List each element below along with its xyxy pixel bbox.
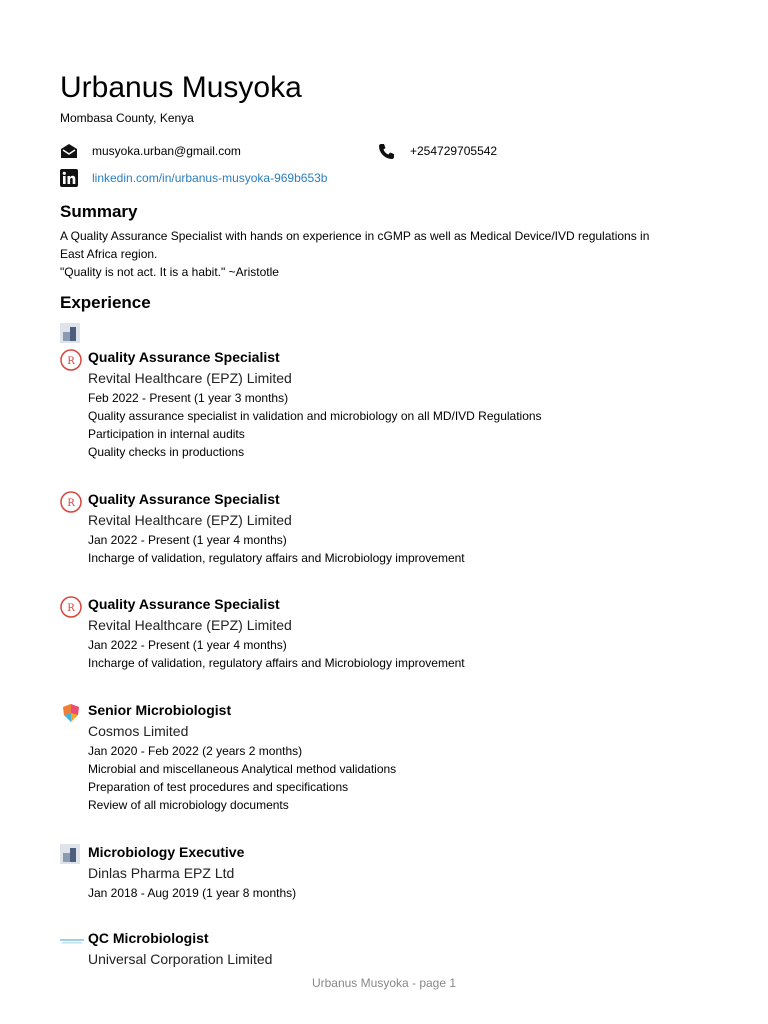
job-title: QC Microbiologist [88, 930, 209, 946]
job-title: Senior Microbiologist [88, 702, 232, 718]
job-detail: Quality checks in productions [88, 445, 245, 459]
revital-logo-icon [60, 596, 82, 618]
company-name: Revital Healthcare (EPZ) Limited [88, 370, 292, 386]
job-detail: Microbial and miscellaneous Analytical method validations [88, 762, 397, 776]
revital-logo-icon [60, 349, 82, 371]
svg-text:R: R [67, 356, 75, 367]
page-footer: Urbanus Musyoka - page 1 [311, 976, 457, 990]
phone-row [378, 142, 497, 160]
phone-number[interactable]: +254729705542 [410, 144, 498, 158]
job-title: Quality Assurance Specialist [88, 596, 280, 612]
revital-logo-icon [60, 491, 82, 513]
job-dates: Jan 2018 - Aug 2019 (1 year 8 months) [88, 886, 297, 900]
company-logo-placeholder-icon [60, 844, 82, 866]
job-detail: Incharge of validation, regulatory affairs and Microbiology improvement [88, 656, 465, 670]
svg-text:R: R [67, 603, 75, 614]
experience-heading: Experience [60, 293, 151, 312]
email-row [60, 142, 241, 160]
job-detail: Participation in internal audits [88, 427, 245, 441]
job-title: Quality Assurance Specialist [88, 491, 280, 507]
linkedin-icon [60, 169, 82, 187]
svg-text:R: R [67, 498, 75, 509]
job-dates: Jan 2020 - Feb 2022 (2 years 2 months) [88, 744, 303, 758]
candidate-name: Urbanus Musyoka [60, 71, 302, 104]
linkedin-link[interactable]: linkedin.com/in/urbanus-musyoka-969b653b [92, 171, 328, 185]
universal-logo-icon [60, 930, 82, 952]
job-title: Microbiology Executive [88, 844, 245, 860]
summary-line: A Quality Assurance Specialist with hands on experience in cGMP as well as Medical Device/IVD regulations in [60, 229, 650, 243]
company-name: Revital Healthcare (EPZ) Limited [88, 617, 292, 633]
email-address[interactable]: musyoka.urban@gmail.com [92, 144, 241, 158]
job-dates: Jan 2022 - Present (1 year 4 months) [88, 533, 287, 547]
summary-line: East Africa region. [60, 247, 158, 261]
envelope-open-icon [60, 142, 82, 160]
job-detail: Incharge of validation, regulatory affairs and Microbiology improvement [88, 551, 465, 565]
linkedin-row [60, 169, 327, 187]
cosmos-logo-icon [60, 702, 82, 724]
company-name: Dinlas Pharma EPZ Ltd [88, 865, 235, 881]
job-detail: Review of all microbiology documents [88, 798, 289, 812]
job-detail: Quality assurance specialist in validation and microbiology on all MD/IVD Regulations [88, 409, 542, 423]
company-name: Cosmos Limited [88, 723, 189, 739]
company-logo-placeholder-icon [60, 323, 80, 343]
job-dates: Feb 2022 - Present (1 year 3 months) [88, 391, 289, 405]
phone-icon [378, 142, 400, 160]
summary-quote: "Quality is not act. It is a habit." ~Aristotle [60, 265, 279, 279]
job-title: Quality Assurance Specialist [88, 349, 280, 365]
company-name: Revital Healthcare (EPZ) Limited [88, 512, 292, 528]
company-name: Universal Corporation Limited [88, 951, 273, 967]
summary-heading: Summary [60, 202, 138, 221]
candidate-location: Mombasa County, Kenya [60, 111, 194, 125]
job-dates: Jan 2022 - Present (1 year 4 months) [88, 638, 287, 652]
job-detail: Preparation of test procedures and specifications [88, 780, 349, 794]
summary-text [60, 227, 700, 281]
